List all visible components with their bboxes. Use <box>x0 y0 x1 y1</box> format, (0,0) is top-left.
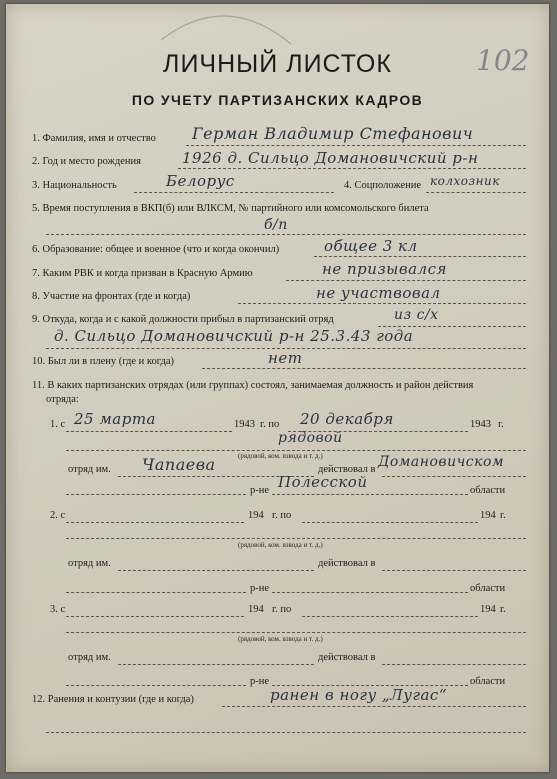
value-name: Герман Владимир Стефанович <box>192 124 474 143</box>
label-units-2: отряда: <box>46 394 79 405</box>
label-units: 11. В каких партизанских отрядах (или группах) состоял, занимаемая должность и район действия <box>32 380 474 391</box>
entry2-from-line <box>66 522 244 523</box>
entry2-otryad-label: отряд им. <box>68 558 111 569</box>
value-arrival-2: д. Сильцо Домановичский р-н 25.3.43 года <box>54 327 414 345</box>
entry2-to-label: г. по <box>272 510 292 521</box>
entry3-num: 3. с <box>50 604 66 615</box>
entry3-oblast: области <box>470 676 506 687</box>
entry2-year-to: 194 <box>480 510 496 521</box>
entry1-num: 1. с <box>50 419 66 430</box>
entry1-acted-line <box>382 476 526 477</box>
line-fronts <box>238 303 526 304</box>
page-subtitle: ПО УЧЕТУ ПАРТИЗАНСКИХ КАДРОВ <box>131 92 424 108</box>
entry1-region: Полесской <box>278 473 368 491</box>
entry2-g: г. <box>500 510 506 521</box>
entry1-post-caption: (рядовой, ком. взвода и т. д.) <box>238 452 323 460</box>
entry3-rne-line-left <box>66 685 246 686</box>
entry3-otryad-label: отряд им. <box>68 652 111 663</box>
entry1-from: 25 марта <box>74 410 157 428</box>
entry1-otryad: Чапаева <box>142 455 216 474</box>
entry1-acted: Домановичском <box>378 454 505 470</box>
value-social: колхозник <box>430 174 500 188</box>
entry2-oblast: области <box>470 583 506 594</box>
entry2-post-caption: (рядовой, ком. взвода и т. д.) <box>238 541 323 549</box>
label-captivity: 10. Был ли в плену (где и когда) <box>32 356 175 367</box>
entry1-from-line <box>66 431 232 432</box>
value-party: б/п <box>264 217 288 233</box>
entry1-rne-line-left <box>66 494 246 495</box>
entry1-post-line <box>66 450 526 451</box>
label-arrival: 9. Откуда, когда и с какой должности прибыл в партизанский отряд <box>32 314 334 325</box>
label-wounds: 12. Ранения и контузии (где и когда) <box>32 694 194 705</box>
entry1-year-to: 1943 <box>470 419 491 430</box>
line-birth <box>178 168 526 169</box>
entry3-acted-label: действовал в <box>318 652 376 663</box>
document-sheet <box>6 4 549 772</box>
entry1-otryad-label: отряд им. <box>68 464 111 475</box>
entry2-otryad-line <box>118 570 314 571</box>
entry3-post-line <box>66 632 526 633</box>
entry1-oblast: области <box>470 485 506 496</box>
archive-number: 102 <box>476 44 530 77</box>
entry1-to-label: г. по <box>260 419 280 430</box>
label-social: 4. Соцположение <box>344 180 422 191</box>
entry3-year-from: 194 <box>248 604 264 615</box>
entry2-num: 2. с <box>50 510 66 521</box>
line-draft <box>286 280 526 281</box>
value-nationality: Белорус <box>166 172 235 190</box>
value-arrival: из с/х <box>394 307 439 323</box>
value-fronts: не участвовал <box>316 284 441 302</box>
entry1-to: 20 декабря <box>300 410 394 428</box>
value-captivity: нет <box>268 349 303 367</box>
line-captivity <box>202 368 526 369</box>
line-party <box>46 234 526 235</box>
value-wounds: ранен в ногу „Лугас“ <box>270 686 447 704</box>
entry1-rne-label: р-не <box>250 485 270 496</box>
line-wounds <box>222 706 526 707</box>
entry1-region-line <box>272 494 468 495</box>
entry2-year-from: 194 <box>248 510 264 521</box>
entry3-year-to: 194 <box>480 604 496 615</box>
value-birth: 1926 д. Сильцо Домановичский р-н <box>182 149 479 167</box>
entry2-region-line <box>272 592 468 593</box>
entry1-post: рядовой <box>278 430 343 446</box>
entry3-post-caption: (рядовой, ком. взвода и т. д.) <box>238 635 323 643</box>
line-wounds-2 <box>46 732 526 733</box>
entry3-acted-line <box>382 664 526 665</box>
entry2-to-line <box>302 522 478 523</box>
entry2-rne-label: р-не <box>250 583 270 594</box>
label-fronts: 8. Участие на фронтах (где и когда) <box>32 291 191 302</box>
label-education: 6. Образование: общее и военное (что и когда окончил) <box>32 244 280 255</box>
entry1-acted-label: действовал в <box>318 464 376 475</box>
label-draft: 7. Каким РВК и когда призван в Красную Армию <box>32 268 253 279</box>
line-social <box>426 192 526 193</box>
entry3-otryad-line <box>118 664 314 665</box>
label-birth: 2. Год и место рождения <box>32 156 141 167</box>
pencil-mark <box>156 4 296 48</box>
entry2-acted-line <box>382 570 526 571</box>
entry1-year-from: 1943 <box>234 419 255 430</box>
label-party: 5. Время поступления в ВКП(б) или ВЛКСМ, № партийного или комсомольского билета <box>32 203 429 214</box>
label-name: 1. Фамилия, имя и отчество <box>32 133 156 144</box>
line-education <box>314 256 526 257</box>
entry1-g: г. <box>498 419 504 430</box>
entry3-to-label: г. по <box>272 604 292 615</box>
page-title: ЛИЧНЫЙ ЛИСТОК <box>163 50 392 78</box>
value-draft: не призывался <box>322 260 447 278</box>
value-education: общее 3 кл <box>324 237 418 255</box>
line-name <box>186 145 526 146</box>
line-nationality <box>134 192 334 193</box>
entry2-rne-line-left <box>66 592 246 593</box>
entry3-g: г. <box>500 604 506 615</box>
entry3-to-line <box>302 616 478 617</box>
entry3-rne-label: р-не <box>250 676 270 687</box>
label-nationality: 3. Национальность <box>32 180 117 191</box>
entry2-post-line <box>66 538 526 539</box>
entry2-acted-label: действовал в <box>318 558 376 569</box>
entry3-from-line <box>66 616 244 617</box>
